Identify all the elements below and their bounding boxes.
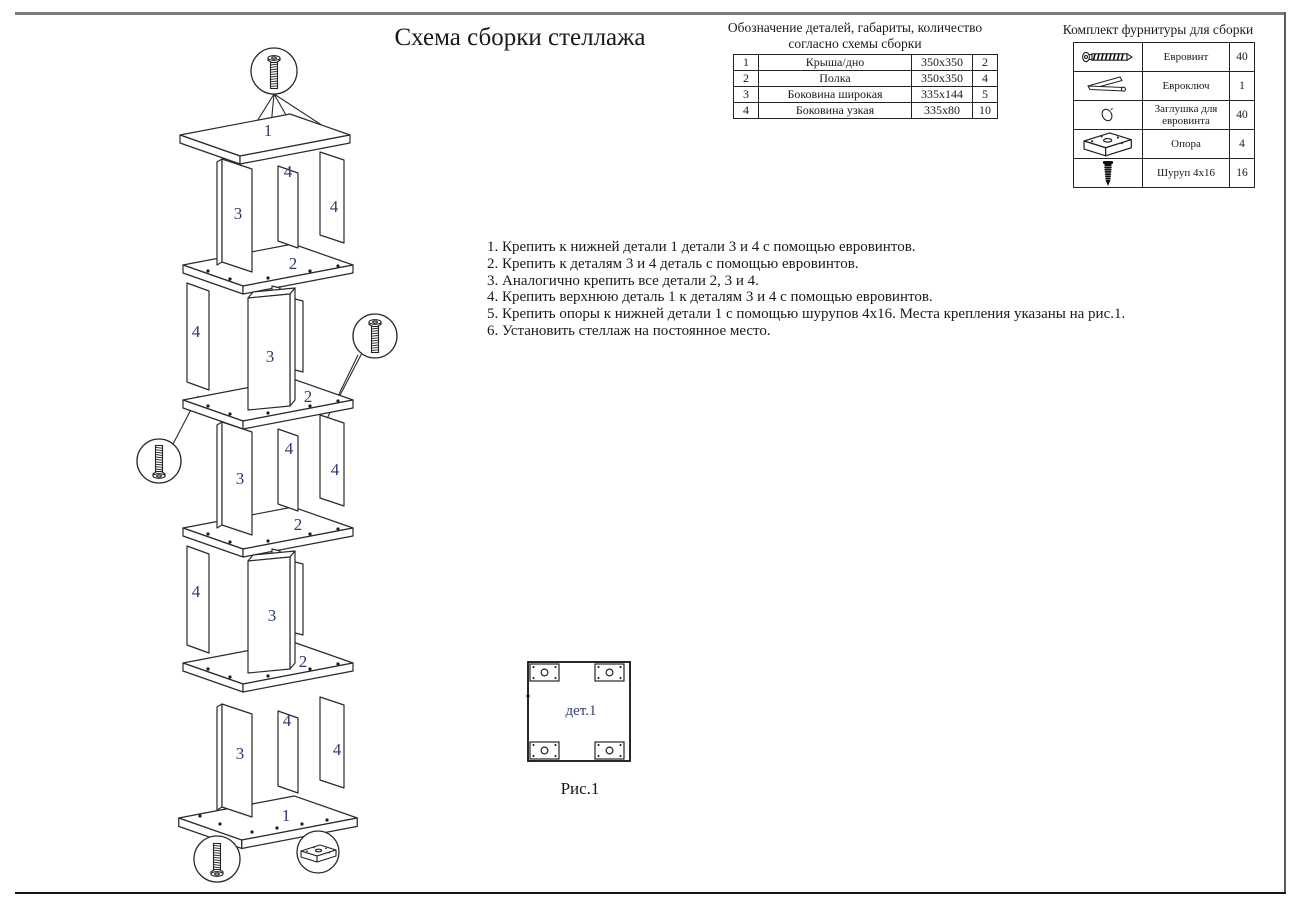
part-num: 4 bbox=[734, 103, 759, 119]
hardware-name: Заглушка для евровинта bbox=[1143, 101, 1230, 130]
screw-icon bbox=[1074, 159, 1143, 188]
hardware-qty: 40 bbox=[1230, 101, 1255, 130]
table-row bbox=[1074, 72, 1255, 101]
hardware-qty: 40 bbox=[1230, 43, 1255, 72]
part-number-label: 1 bbox=[281, 806, 291, 825]
part-number-label: 3 bbox=[235, 744, 245, 763]
part-qty: 10 bbox=[973, 103, 998, 119]
hardware-name: Опора bbox=[1143, 130, 1230, 159]
instruction-step: 1. Крепить к нижней детали 1 детали 3 и 4 с помощью евровинтов. bbox=[487, 239, 916, 255]
page-title: Схема сборки стеллажа bbox=[394, 24, 646, 51]
instruction-step: 3. Аналогично крепить все детали 2, 3 и 4. bbox=[487, 272, 759, 289]
parts-header-line1: Обозначение деталей, габариты, количество bbox=[727, 20, 983, 35]
part-qty: 5 bbox=[973, 87, 998, 103]
part-size: 350x350 bbox=[912, 55, 973, 71]
part-number-label: 4 bbox=[191, 322, 201, 341]
part-size: 335x144 bbox=[912, 87, 973, 103]
part-name: Боковина широкая bbox=[759, 87, 912, 103]
part-number-label: 4 bbox=[191, 582, 201, 601]
part-number-label: 1 bbox=[263, 121, 273, 140]
table-row bbox=[734, 55, 998, 71]
parts-table-header bbox=[700, 20, 1010, 52]
shelf-2c bbox=[183, 507, 353, 557]
parts-header-line2: согласно схемы сборки bbox=[788, 36, 922, 52]
hardware-qty: 4 bbox=[1230, 130, 1255, 159]
part-size: 350x350 bbox=[912, 71, 973, 87]
parts-table bbox=[733, 54, 998, 119]
instruction-step: 6. Установить стеллаж на постоянное место. bbox=[487, 322, 771, 339]
part-number-label: 4 bbox=[329, 197, 339, 216]
part-number-label: 3 bbox=[235, 469, 245, 488]
part-name: Крыша/дно bbox=[759, 55, 912, 71]
table-row bbox=[734, 87, 998, 103]
hardware-qty: 1 bbox=[1230, 72, 1255, 101]
figure-caption: Рис.1 bbox=[560, 779, 600, 798]
part-number-label: 4 bbox=[284, 439, 294, 458]
part-number-label: 2 bbox=[303, 387, 313, 406]
figure-part-label: дет.1 bbox=[565, 703, 597, 719]
part-number-label: 3 bbox=[265, 347, 275, 366]
part-number-label: 4 bbox=[283, 162, 293, 181]
hex-key-icon bbox=[1074, 72, 1143, 101]
part-number-label: 2 bbox=[288, 254, 298, 273]
part-number-label: 4 bbox=[332, 740, 342, 759]
hardware-name: Евроключ bbox=[1143, 72, 1230, 101]
part-name: Боковина узкая bbox=[759, 103, 912, 119]
part-num: 2 bbox=[734, 71, 759, 87]
part-number-label: 3 bbox=[267, 606, 277, 625]
part-size: 335x80 bbox=[912, 103, 973, 119]
instruction-step: 4. Крепить верхнюю деталь 1 к деталям 3 и 4 с помощью евровинтов. bbox=[487, 289, 933, 306]
hardware-name: Шуруп 4x16 bbox=[1143, 159, 1230, 188]
hardware-table-title: Комплект фурнитуры для сборки bbox=[1062, 22, 1254, 37]
part-name: Полка bbox=[759, 71, 912, 87]
part-number-label: 4 bbox=[330, 460, 340, 479]
part-num: 1 bbox=[734, 55, 759, 71]
table-row bbox=[1074, 43, 1255, 72]
table-row bbox=[1074, 130, 1255, 159]
part-num: 3 bbox=[734, 87, 759, 103]
hardware-table bbox=[1073, 42, 1255, 188]
instruction-step: 2. Крепить к деталям 3 и 4 деталь с помощью евровинтов. bbox=[487, 255, 859, 272]
hardware-qty: 16 bbox=[1230, 159, 1255, 188]
part-number-label: 2 bbox=[293, 515, 303, 534]
shelf-2a bbox=[183, 244, 353, 294]
page-border-right bbox=[1284, 12, 1286, 894]
table-row bbox=[734, 103, 998, 119]
assembly-diagram bbox=[0, 0, 460, 920]
cap-icon bbox=[1074, 101, 1143, 130]
hardware-name: Евровинт bbox=[1143, 43, 1230, 72]
table-row bbox=[1074, 101, 1255, 130]
euro-screw-icon bbox=[1074, 43, 1143, 72]
instruction-step: 5. Крепить опоры к нижней детали 1 с помощью шурупов 4x16. Места крепления указаны на рис.1. bbox=[487, 306, 1126, 323]
table-row bbox=[734, 71, 998, 87]
part-number-label: 2 bbox=[298, 652, 308, 671]
support-icon bbox=[1074, 130, 1143, 159]
assembly-instructions bbox=[487, 239, 1125, 340]
part-number-label: 4 bbox=[282, 711, 292, 730]
part-qty: 4 bbox=[973, 71, 998, 87]
part-qty: 2 bbox=[973, 55, 998, 71]
part-number-label: 3 bbox=[233, 204, 243, 223]
table-row bbox=[1074, 159, 1255, 188]
